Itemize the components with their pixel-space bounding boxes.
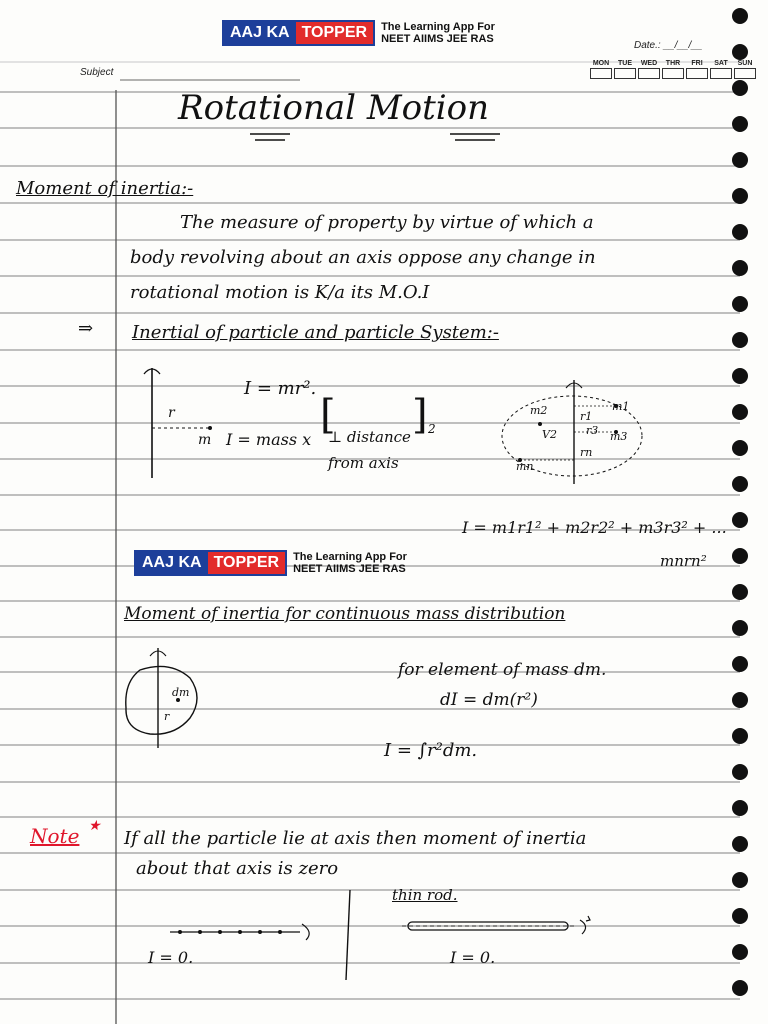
eq-mass-times: I = mass x (226, 430, 312, 449)
brand-left-mid: AAJ KA (136, 552, 208, 574)
eq-single: I = mr². (244, 378, 317, 399)
brand-banner-mid (134, 552, 407, 574)
day-thr: THR (662, 60, 684, 79)
continuous-heading: Moment of inertia for continuous mass distribution (124, 604, 566, 624)
r-body-label: r (164, 710, 170, 723)
dm-label: dm (172, 686, 190, 699)
sys-v2: V2 (542, 428, 557, 441)
weekday-row (590, 60, 756, 79)
note-star-icon: ★ (88, 818, 101, 834)
thin-rod-label: thin rod. (392, 886, 458, 904)
moi-body-2: body revolving about an axis oppose any change in (130, 247, 596, 268)
brand-right: TOPPER (296, 22, 374, 44)
brand-logo (222, 20, 375, 46)
brand-logo-mid (134, 550, 287, 576)
day-wed: WED (638, 60, 660, 79)
svg-text:]: ] (412, 392, 428, 438)
note-label: Note (30, 824, 80, 848)
sys-mn: mn (516, 460, 534, 473)
eq-system-tail: mnrn² (660, 552, 707, 570)
title-underline (250, 130, 530, 146)
rod-diagrams (150, 890, 620, 980)
sys-m1: m1 (612, 400, 630, 413)
brand-tagline-mid (293, 551, 407, 575)
continuous-body-diagram (120, 648, 210, 748)
tagline-mid-line-1: The Learning App For (293, 551, 407, 563)
sys-m2: m2 (530, 404, 548, 417)
day-fri: FRI (686, 60, 708, 79)
eq-system: I = m1r1² + m2r2² + m3r3² + ... (462, 518, 727, 537)
di-line: dI = dm(r²) (440, 690, 538, 710)
particle-heading: Inertial of particle and particle System:- (132, 322, 499, 343)
arrow-mark: ⇒ (78, 318, 94, 339)
sys-r3: r3 (586, 424, 599, 437)
note-text-1: If all the particle lie at axis then moment of inertia (124, 828, 587, 849)
sys-rn: rn (580, 446, 593, 459)
moi-body-1: The measure of property by virtue of which a (180, 212, 594, 233)
tagline-mid-line-2: NEET AIIMS JEE RAS (293, 563, 406, 575)
sys-r1: r1 (580, 410, 593, 423)
brand-left: AAJ KA (224, 22, 296, 44)
date-label: Date.: __/__/__ (634, 40, 703, 51)
page-title: Rotational Motion (178, 88, 490, 128)
integral-line: I = ∫r²dm. (384, 740, 478, 761)
day-sat: SAT (710, 60, 732, 79)
i-zero-right: I = 0. (450, 948, 496, 967)
svg-text:[: [ (320, 392, 336, 438)
note-text-2: about that axis is zero (136, 858, 339, 879)
tagline-line-1: The Learning App For (381, 21, 495, 33)
m-label: m (198, 432, 212, 448)
bracket-line-2: from axis (328, 454, 399, 472)
brand-right-mid: TOPPER (208, 552, 286, 574)
day-mon: MON (590, 60, 612, 79)
element-line: for element of mass dm. (398, 660, 607, 680)
subject-label: Subject (80, 67, 114, 78)
tagline-line-2: NEET AIIMS JEE RAS (381, 33, 494, 45)
day-tue: TUE (614, 60, 636, 79)
i-zero-left: I = 0. (148, 948, 194, 967)
sys-m3: m3 (610, 430, 628, 443)
r-label: r (168, 405, 175, 421)
brand-banner-top (222, 22, 495, 44)
brand-tagline (381, 21, 495, 45)
bracket-power: 2 (428, 422, 436, 436)
moi-body-3: rotational motion is K/a its M.O.I (130, 282, 430, 303)
bracket-line-1: ⊥ distance (328, 428, 411, 446)
moi-heading: Moment of inertia:- (16, 178, 194, 199)
day-sun: SUN (734, 60, 756, 79)
